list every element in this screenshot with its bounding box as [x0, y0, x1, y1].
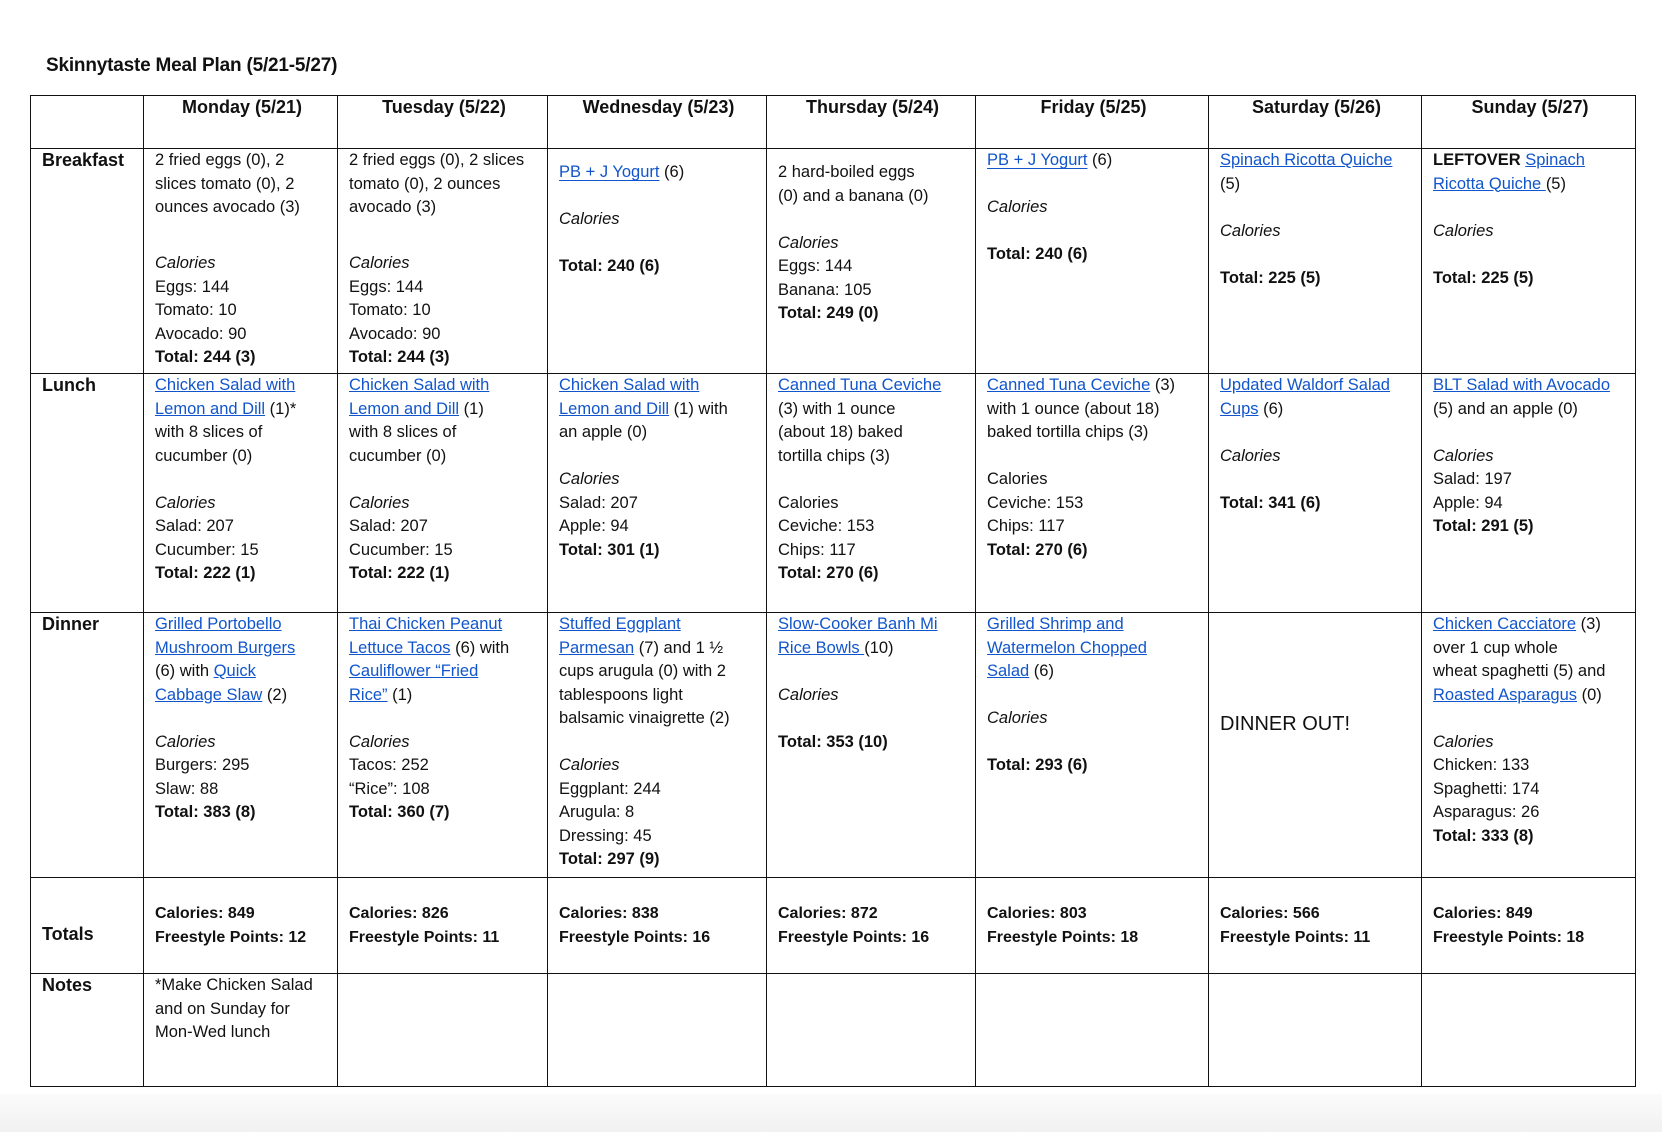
recipe-link-pbj-yogurt[interactable]: PB + J Yogurt [559, 163, 660, 181]
meal-desc: with 1 ounce (about 18) [987, 399, 1160, 418]
recipe-link-chicken-salad[interactable]: Chicken Salad with [559, 376, 700, 394]
calorie-item: Salad: 197 [1433, 470, 1512, 488]
total-calories: Calories: 803 [987, 905, 1087, 922]
day-header-monday: Monday (5/21) [144, 96, 338, 149]
meal-desc: tomato (0), 2 ounces [349, 174, 501, 193]
calories-label: Calories [1220, 221, 1281, 240]
meal-desc: cups arugula (0) with 2 [559, 662, 726, 680]
calories-label: Calories [155, 493, 216, 512]
points-text: (10) [864, 638, 894, 657]
dinner-saturday [1209, 613, 1422, 878]
total-points: Freestyle Points: 11 [1220, 928, 1371, 946]
lunch-monday [144, 374, 338, 613]
meal-desc: cucumber (0) [155, 446, 253, 465]
calories-label: Calories [1220, 446, 1281, 465]
breakfast-saturday [1209, 149, 1422, 374]
recipe-link-chicken-salad-cont[interactable]: Lemon and Dill [559, 399, 670, 418]
recipe-link-spinach-ricotta-quiche[interactable]: Spinach [1525, 151, 1585, 169]
calorie-item: Banana: 105 [778, 280, 872, 299]
total-points: Freestyle Points: 12 [155, 928, 307, 946]
calorie-item: Asparagus: 26 [1433, 803, 1540, 821]
recipe-link-pbj-yogurt[interactable]: PB + J Yogurt [987, 151, 1088, 169]
lunch-wednesday [548, 374, 767, 613]
note-text: *Make Chicken Salad [155, 976, 313, 994]
row-label-notes: Notes [31, 974, 144, 1087]
breakfast-tuesday [338, 149, 548, 374]
points-text: (5) [1220, 174, 1241, 193]
calorie-item: Ceviche: 153 [987, 493, 1084, 512]
totals-monday [144, 878, 338, 974]
calories-label: Calories [1433, 221, 1494, 240]
points-text: (1) [459, 399, 484, 418]
meal-total: Total: 270 (6) [987, 540, 1088, 559]
calories-label: Calories [349, 493, 410, 512]
dinner-out-text: DINNER OUT! [1220, 713, 1350, 736]
notes-sunday [1422, 974, 1636, 1087]
note-text: Mon-Wed lunch [155, 1023, 271, 1041]
breakfast-sunday [1422, 149, 1636, 374]
dinner-monday [144, 613, 338, 878]
recipe-link-spinach-ricotta-quiche[interactable]: Spinach Ricotta Quiche [1220, 151, 1393, 169]
calorie-item: Tomato: 10 [349, 301, 431, 319]
points-text: (5) [1545, 174, 1566, 193]
corner-cell [31, 96, 144, 149]
calorie-item: Cucumber: 15 [349, 540, 453, 559]
meal-total: Total: 333 (8) [1433, 826, 1534, 845]
points-text: (6) [1258, 399, 1284, 418]
recipe-link-chicken-cacciatore[interactable]: Chicken Cacciatore [1433, 615, 1577, 633]
calories-label: Calories [1433, 732, 1494, 751]
meal-total: Total: 225 (5) [1220, 268, 1321, 287]
totals-saturday [1209, 878, 1422, 974]
recipe-link-shrimp-watermelon-salad-cont2[interactable]: Salad [987, 662, 1030, 680]
calorie-item: Avocado: 90 [155, 324, 247, 343]
calories-label: Calories [559, 470, 620, 488]
calories-label: Calories [559, 756, 620, 774]
calorie-item: Salad: 207 [155, 517, 234, 535]
meal-total: Total: 291 (5) [1433, 517, 1534, 535]
calorie-item: Chips: 117 [987, 517, 1065, 535]
meal-total: Total: 222 (1) [155, 564, 256, 582]
calories-label: Calories [349, 254, 410, 272]
points-text: (1) [387, 685, 413, 704]
meal-desc: 2 fried eggs (0), 2 [155, 151, 285, 169]
day-header-saturday: Saturday (5/26) [1209, 96, 1422, 149]
calorie-item: Tacos: 252 [349, 756, 429, 774]
calorie-item: Tomato: 10 [155, 301, 237, 319]
day-header-friday: Friday (5/25) [976, 96, 1209, 149]
row-label-breakfast: Breakfast [31, 149, 144, 374]
calorie-item: Eggs: 144 [155, 277, 230, 296]
dinner-row [31, 613, 1636, 878]
meal-desc: (3) with 1 ounce [778, 399, 896, 418]
page-title: Skinnytaste Meal Plan (5/21-5/27) [46, 55, 338, 76]
meal-desc: 2 hard-boiled eggs [778, 163, 915, 181]
meal-desc: tortilla chips (3) [778, 446, 890, 465]
total-points: Freestyle Points: 16 [559, 928, 711, 946]
breakfast-wednesday [548, 149, 767, 374]
calorie-item: Spaghetti: 174 [1433, 779, 1540, 798]
lunch-thursday [767, 374, 976, 613]
dinner-tuesday [338, 613, 548, 878]
calorie-item: “Rice”: 108 [349, 779, 430, 798]
notes-thursday [767, 974, 976, 1087]
recipe-link-shrimp-watermelon-salad-cont[interactable]: Watermelon Chopped [987, 638, 1147, 657]
recipe-link-blt-salad[interactable]: BLT Salad with Avocado [1433, 376, 1611, 394]
dinner-thursday [767, 613, 976, 878]
recipe-link-canned-tuna-ceviche[interactable]: Canned Tuna Ceviche [778, 376, 942, 394]
meal-desc: ounces avocado (3) [155, 198, 300, 216]
notes-wednesday [548, 974, 767, 1087]
meal-total: Total: 249 (0) [778, 304, 879, 322]
day-header-thursday: Thursday (5/24) [767, 96, 976, 149]
calories-label: Calories [349, 732, 410, 751]
calorie-item: Apple: 94 [1433, 493, 1503, 512]
calories-label: Calories [778, 233, 839, 252]
meal-total: Total: 244 (3) [155, 348, 256, 366]
calorie-item: Chicken: 133 [1433, 756, 1530, 774]
recipe-link-canned-tuna-ceviche[interactable]: Canned Tuna Ceviche [987, 376, 1151, 394]
meal-total: Total: 341 (6) [1220, 493, 1321, 512]
meal-desc: (0) and a banana (0) [778, 186, 929, 205]
meal-desc: tablespoons light [559, 685, 683, 704]
total-calories: Calories: 849 [1433, 905, 1533, 922]
row-label-lunch: Lunch [31, 374, 144, 613]
calorie-item: Cucumber: 15 [155, 540, 259, 559]
points-text: (0) [1577, 685, 1602, 704]
total-calories: Calories: 566 [1220, 905, 1320, 922]
total-calories: Calories: 838 [559, 905, 659, 922]
breakfast-monday [144, 149, 338, 374]
row-label-totals: Totals [31, 878, 144, 974]
total-calories: Calories: 826 [349, 905, 449, 922]
calorie-item: Burgers: 295 [155, 756, 250, 774]
calories-label: Calories [778, 493, 839, 512]
calories-label: Calories [987, 709, 1048, 727]
points-text: (6) [659, 163, 685, 181]
lunch-row [31, 374, 1636, 613]
recipe-link-chicken-salad-cont[interactable]: Lemon and Dill [155, 399, 266, 418]
meal-desc: an apple (0) [559, 423, 648, 441]
total-points: Freestyle Points: 11 [349, 928, 500, 946]
total-points: Freestyle Points: 18 [987, 928, 1139, 946]
notes-monday [144, 974, 338, 1087]
dinner-friday [976, 613, 1209, 878]
calorie-item: Eggs: 144 [349, 277, 424, 296]
calorie-item: Dressing: 45 [559, 826, 652, 845]
calorie-item: Slaw: 88 [155, 779, 219, 798]
meal-desc: baked tortilla chips (3) [987, 423, 1149, 441]
meal-desc: avocado (3) [349, 198, 437, 216]
total-calories: Calories: 872 [778, 905, 878, 922]
points-text: (7) and 1 ½ [634, 638, 724, 657]
calories-label: Calories [155, 254, 216, 272]
recipe-link-chicken-salad-cont[interactable]: Lemon and Dill [349, 399, 460, 418]
totals-wednesday [548, 878, 767, 974]
points-text: (6) [1087, 151, 1113, 169]
calorie-item: Ceviche: 153 [778, 517, 875, 535]
breakfast-thursday [767, 149, 976, 374]
meal-total: Total: 301 (1) [559, 540, 660, 559]
recipe-link-waldorf-salad-cups-cont[interactable]: Cups [1220, 399, 1259, 418]
totals-thursday [767, 878, 976, 974]
points-text: (1)* [265, 399, 297, 418]
notes-tuesday [338, 974, 548, 1087]
recipe-link-chicken-salad[interactable]: Chicken Salad with [155, 376, 296, 394]
meal-desc: (6) with [450, 638, 510, 657]
note-text: and on Sunday for [155, 999, 290, 1018]
meal-desc: (about 18) baked [778, 423, 903, 441]
meal-desc: (6) with [155, 662, 214, 680]
total-points: Freestyle Points: 16 [778, 928, 930, 946]
recipe-link-stuffed-eggplant[interactable]: Stuffed Eggplant [559, 615, 681, 633]
dinner-sunday [1422, 613, 1636, 878]
day-header-tuesday: Tuesday (5/22) [338, 96, 548, 149]
calorie-item: Salad: 207 [349, 517, 428, 535]
meal-total: Total: 383 (8) [155, 803, 256, 821]
meal-total: Total: 270 (6) [778, 564, 879, 582]
recipe-link-waldorf-salad-cups[interactable]: Updated Waldorf Salad [1220, 376, 1390, 394]
meal-desc: over 1 cup whole [1433, 638, 1558, 657]
meal-desc: wheat spaghetti (5) and [1433, 662, 1606, 680]
meal-total: Total: 353 (10) [778, 732, 888, 751]
totals-tuesday [338, 878, 548, 974]
calories-label: Calories [778, 685, 839, 704]
calories-label: Calories [155, 732, 216, 751]
calories-label: Calories [987, 198, 1048, 216]
calorie-item: Arugula: 8 [559, 803, 635, 821]
notes-friday [976, 974, 1209, 1087]
calories-label: Calories [1433, 446, 1494, 465]
meal-desc: cucumber (0) [349, 446, 447, 465]
notes-row [31, 974, 1636, 1087]
breakfast-row [31, 149, 1636, 374]
meal-total: Total: 244 (3) [349, 348, 450, 366]
total-points: Freestyle Points: 18 [1433, 928, 1585, 946]
calories-label: Calories [559, 210, 620, 228]
meal-total: Total: 240 (6) [987, 245, 1088, 263]
recipe-link-spinach-ricotta-quiche-cont[interactable]: Ricotta Quiche [1433, 174, 1546, 193]
meal-total: Total: 293 (6) [987, 756, 1088, 774]
calorie-item: Eggplant: 244 [559, 779, 661, 798]
calorie-item: Salad: 207 [559, 493, 638, 512]
recipe-link-cauliflower-fried-rice[interactable]: Cauliflower “Fried [349, 662, 479, 680]
recipe-link-banh-mi-bowls-cont[interactable]: Rice Bowls [778, 638, 865, 657]
meal-desc: balsamic vinaigrette (2) [559, 709, 730, 727]
breakfast-friday [976, 149, 1209, 374]
meal-total: Total: 360 (7) [349, 803, 450, 821]
points-text: (3) [1150, 376, 1176, 394]
row-label-dinner: Dinner [31, 613, 144, 878]
meal-total: Total: 240 (6) [559, 257, 660, 275]
recipe-link-cauliflower-fried-rice-cont[interactable]: Rice” [349, 685, 388, 704]
recipe-link-roasted-asparagus[interactable]: Roasted Asparagus [1433, 685, 1578, 704]
calories-label: Calories [987, 470, 1048, 488]
totals-friday [976, 878, 1209, 974]
meal-desc: 2 fried eggs (0), 2 slices [349, 151, 525, 169]
meal-plan-table [30, 95, 1636, 1087]
recipe-link-thai-lettuce-tacos-cont[interactable]: Lettuce Tacos [349, 638, 451, 657]
meal-desc: with 8 slices of [155, 423, 263, 441]
meal-total: Total: 225 (5) [1433, 268, 1534, 287]
recipe-link-thai-lettuce-tacos[interactable]: Thai Chicken Peanut [349, 615, 503, 633]
window-footer-band [0, 1094, 1662, 1132]
calorie-item: Apple: 94 [559, 517, 629, 535]
day-header-sunday: Sunday (5/27) [1422, 96, 1636, 149]
calorie-item: Avocado: 90 [349, 324, 441, 343]
recipe-link-cabbage-slaw[interactable]: Quick [213, 662, 256, 680]
header-row [31, 96, 1636, 149]
leftover-label: LEFTOVER [1433, 151, 1526, 169]
meal-desc: (5) and an apple (0) [1433, 399, 1578, 418]
calorie-item: Chips: 117 [778, 540, 856, 559]
recipe-link-banh-mi-bowls[interactable]: Slow-Cooker Banh Mi [778, 615, 938, 633]
points-text: (3) [1576, 615, 1601, 633]
points-text: (1) with [669, 399, 728, 418]
lunch-tuesday [338, 374, 548, 613]
day-header-wednesday: Wednesday (5/23) [548, 96, 767, 149]
totals-row [31, 878, 1636, 974]
calorie-item: Eggs: 144 [778, 257, 853, 275]
lunch-saturday [1209, 374, 1422, 613]
recipe-link-cabbage-slaw-cont[interactable]: Cabbage Slaw [155, 685, 263, 704]
meal-total: Total: 297 (9) [559, 850, 660, 868]
meal-desc: slices tomato (0), 2 [155, 174, 295, 193]
total-calories: Calories: 849 [155, 905, 255, 922]
recipe-link-stuffed-eggplant-cont[interactable]: Parmesan [559, 638, 635, 657]
meal-total: Total: 222 (1) [349, 564, 450, 582]
lunch-sunday [1422, 374, 1636, 613]
lunch-friday [976, 374, 1209, 613]
meal-desc: with 8 slices of [349, 423, 457, 441]
points-text: (2) [262, 685, 288, 704]
recipe-link-portobello-burgers-cont[interactable]: Mushroom Burgers [155, 638, 296, 657]
dinner-wednesday [548, 613, 767, 878]
recipe-link-shrimp-watermelon-salad[interactable]: Grilled Shrimp and [987, 615, 1124, 633]
totals-sunday [1422, 878, 1636, 974]
recipe-link-portobello-burgers[interactable]: Grilled Portobello [155, 615, 282, 633]
notes-saturday [1209, 974, 1422, 1087]
recipe-link-chicken-salad[interactable]: Chicken Salad with [349, 376, 490, 394]
points-text: (6) [1029, 662, 1054, 680]
